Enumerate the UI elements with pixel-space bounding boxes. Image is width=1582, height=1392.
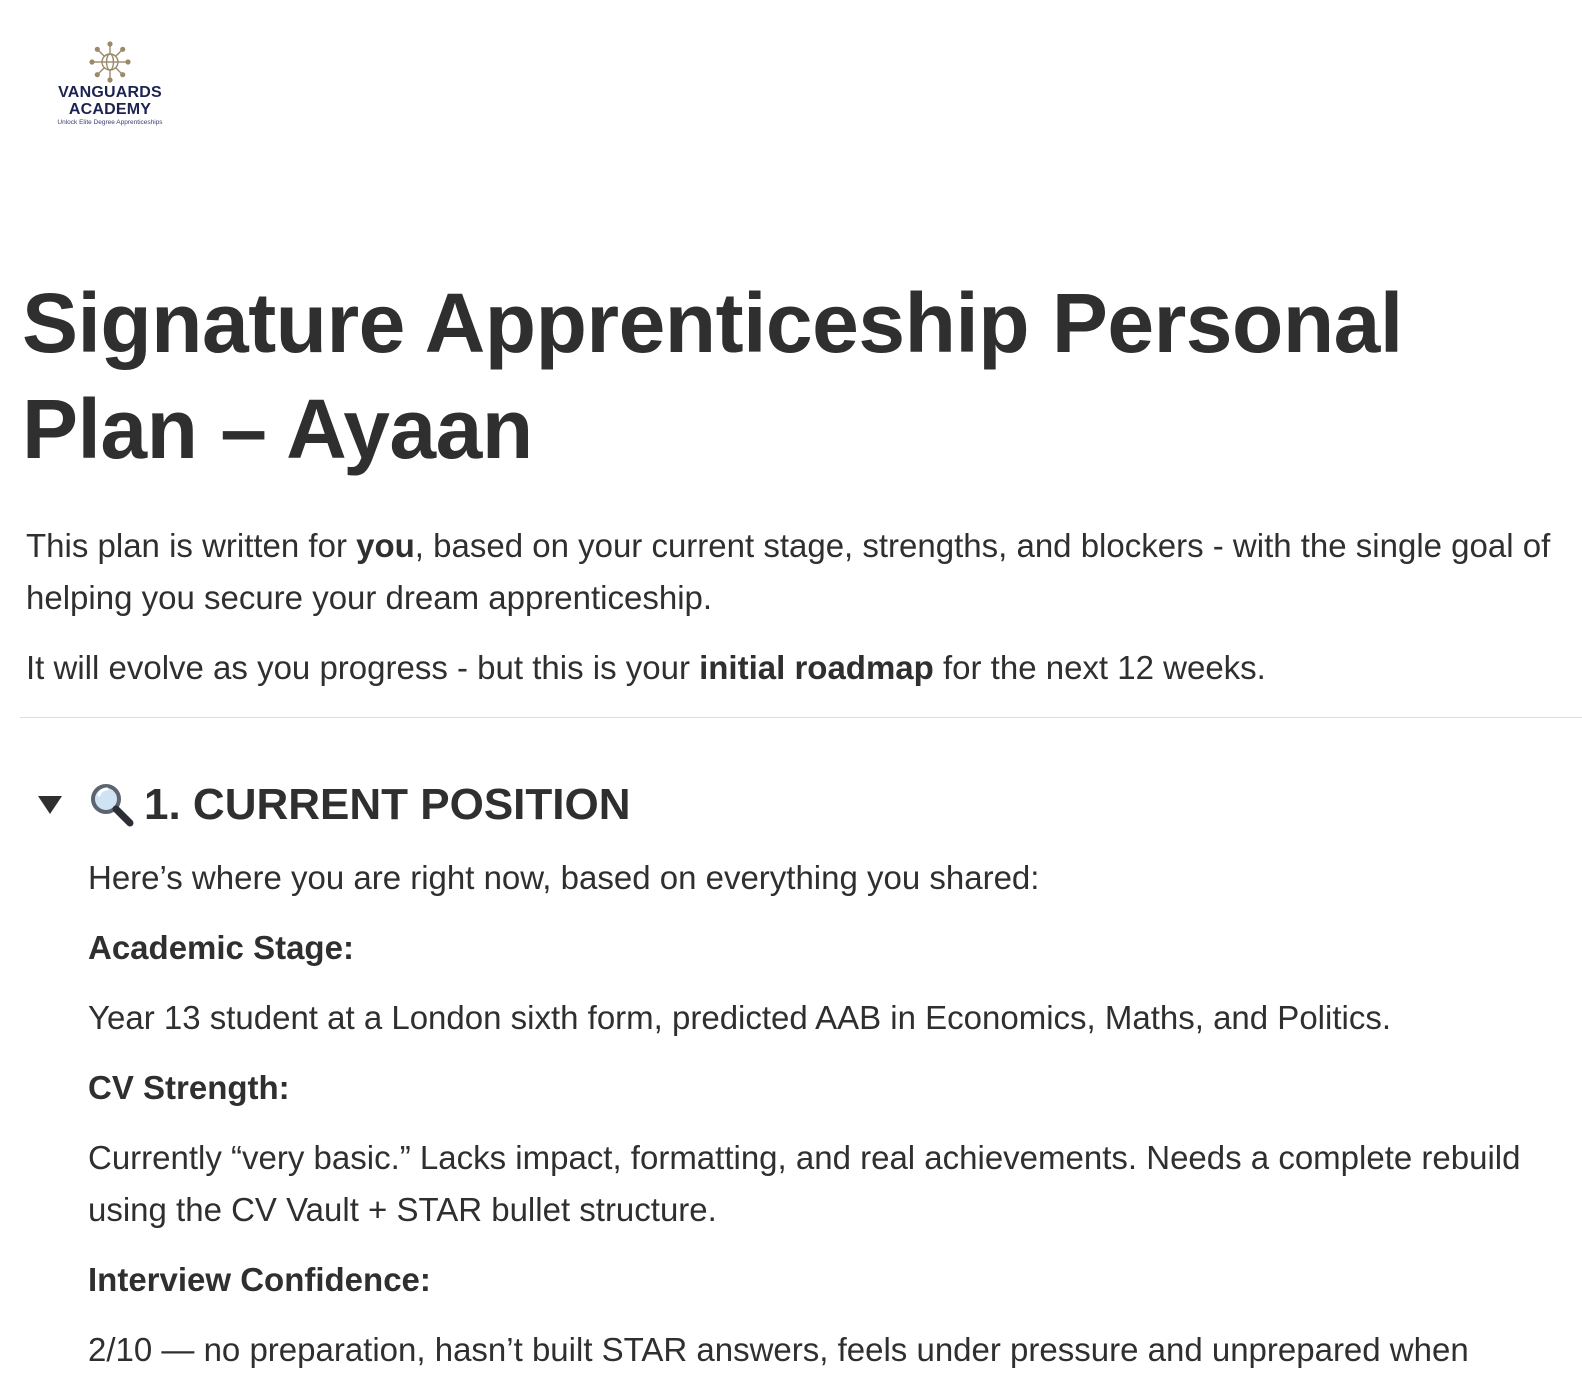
section-title-current-position: 1. CURRENT POSITION xyxy=(144,780,631,829)
globe-network-icon xyxy=(88,40,132,84)
academic-stage-text: Year 13 student at a London sixth form, predicted AAB in Economics, Maths, and Politics. xyxy=(88,999,1392,1036)
intro-paragraph-1 xyxy=(26,520,1556,624)
logo-tagline: Unlock Elite Degree Apprenticeships xyxy=(57,119,163,126)
section-divider xyxy=(20,717,1582,718)
interview-confidence-label: Interview Confidence: xyxy=(88,1261,431,1298)
intro-p1-text-start: This plan is written for xyxy=(26,527,357,564)
cv-strength-label: CV Strength: xyxy=(88,1069,290,1106)
section-toggle-current-position[interactable] xyxy=(36,775,631,835)
interview-confidence-text: 2/10 — no preparation, hasn’t built STAR answers, feels under pressure and unprepared when xyxy=(88,1331,1469,1368)
intro-p1-bold: you xyxy=(356,527,415,564)
intro-paragraph-2 xyxy=(26,642,1556,694)
logo-name-line1: VANGUARDS xyxy=(58,84,162,101)
triangle-down-icon[interactable] xyxy=(38,796,62,814)
academy-logo xyxy=(50,40,170,126)
logo-name-line2: ACADEMY xyxy=(68,101,152,118)
intro-p2-bold: initial roadmap xyxy=(699,649,934,686)
intro-p2-text-start: It will evolve as you progress - but this is your xyxy=(26,649,700,686)
section-body-current-position xyxy=(88,852,1568,1392)
intro-block xyxy=(26,520,1556,712)
page-title: Signature Apprenticeship Personal Plan – Ayaan xyxy=(22,276,1403,476)
intro-p2-text-end: for the next 12 weeks. xyxy=(933,649,1266,686)
magnifying-glass-icon xyxy=(88,781,136,829)
section-lead-text: Here’s where you are right now, based on everything you shared: xyxy=(88,859,1040,896)
intro-p1-text-end: , based on your current stage, strengths, and blockers - with the single goal of helping you secure your dream apprenticeship. xyxy=(26,527,1551,616)
cv-strength-text: Currently “very basic.” Lacks impact, formatting, and real achievements. Needs a complete rebuild using the CV Vault + STAR bullet structure. xyxy=(88,1139,1521,1228)
academic-stage-label: Academic Stage: xyxy=(88,929,354,966)
